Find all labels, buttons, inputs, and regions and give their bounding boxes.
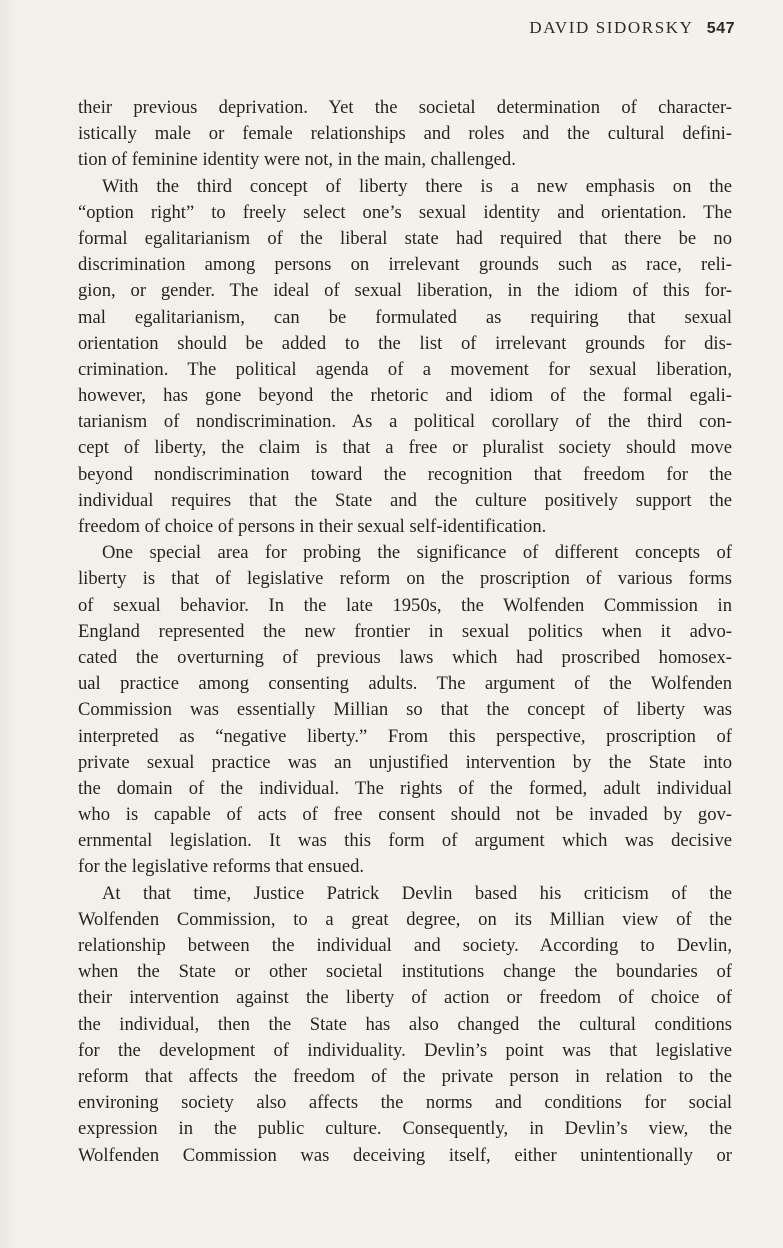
text-line: their previous deprivation. Yet the societal determination of character- <box>78 97 732 118</box>
text-line: freedom of choice of persons in their sexual self-identification. <box>78 516 547 537</box>
text-line: interpreted as “negative liberty.” From this perspective, proscription of <box>78 725 732 747</box>
text-line: beyond nondiscrimination toward the recognition that freedom for the <box>78 463 732 485</box>
body-text <box>78 95 732 1169</box>
text-line: ual practice among consenting adults. The argument of the Wolfenden <box>78 673 732 695</box>
text-line: ernmental legislation. It was this form of argument which was decisive <box>78 830 732 852</box>
text-line: environing society also affects the norms and conditions for social <box>78 1092 732 1114</box>
text-line: individual requires that the State and the culture positively support the <box>78 489 732 511</box>
text-line: the domain of the individual. The rights of the formed, adult individual <box>78 777 732 799</box>
text-line: orientation should be added to the list of irrelevant grounds for dis- <box>78 332 732 354</box>
text-line: mal egalitarianism, can be formulated as requiring that sexual <box>78 306 732 328</box>
text-line: who is capable of acts of free consent should not be invaded by gov- <box>78 804 732 826</box>
text-line: istically male or female relationships and roles and the cultural defini- <box>78 123 732 145</box>
text-line: their intervention against the liberty of action or freedom of choice of <box>78 987 732 1009</box>
text-line: of sexual behavior. In the late 1950s, the Wolfenden Commission in <box>78 594 732 616</box>
text-line: discrimination among persons on irrelevant grounds such as race, reli- <box>78 254 732 276</box>
text-line: With the third concept of liberty there is a new emphasis on the <box>102 175 732 197</box>
text-line: England represented the new frontier in sexual politics when it advo- <box>78 620 732 642</box>
text-line: tarianism of nondiscrimination. As a political corollary of the third con- <box>78 411 732 433</box>
text-line: liberty is that of legislative reform on the proscription of various forms <box>78 568 732 590</box>
text-line: Wolfenden Commission was deceiving itself, either unintentionally or <box>78 1144 732 1166</box>
text-line: formal egalitarianism of the liberal state had required that there be no <box>78 227 732 249</box>
paragraph-2 <box>78 174 732 541</box>
text-line: reform that affects the freedom of the private person in relation to the <box>78 1065 732 1087</box>
text-line: tion of feminine identity were not, in the main, challenged. <box>78 149 516 171</box>
text-line: the individual, then the State has also changed the cultural conditions <box>78 1013 732 1035</box>
text-line: “option right” to freely select one’s sexual identity and orientation. The <box>78 201 732 223</box>
text-line: for the development of individuality. Devlin’s point was that legislative <box>78 1039 732 1061</box>
text-line: private sexual practice was an unjustified intervention by the State into <box>78 751 732 773</box>
running-header <box>529 18 735 38</box>
paragraph-1 <box>78 95 732 174</box>
paragraph-3 <box>78 540 732 880</box>
text-line: crimination. The political agenda of a movement for sexual liberation, <box>78 358 732 380</box>
text-line: when the State or other societal institutions change the boundaries of <box>78 961 732 983</box>
text-line: gion, or gender. The ideal of sexual liberation, in the idiom of this for- <box>78 280 732 302</box>
text-line: Wolfenden Commission, to a great degree, on its Millian view of the <box>78 908 732 930</box>
text-line: for the legislative reforms that ensued. <box>78 856 365 878</box>
text-line: cept of liberty, the claim is that a free or pluralist society should move <box>78 437 732 459</box>
running-header-author: DAVID SIDORSKY <box>529 18 693 37</box>
paragraph-4 <box>78 881 732 1169</box>
text-line: relationship between the individual and society. According to Devlin, <box>78 935 732 956</box>
text-line: At that time, Justice Patrick Devlin based his criticism of the <box>102 882 732 904</box>
text-line: Commission was essentially Millian so that the concept of liberty was <box>78 699 732 721</box>
text-line: One special area for probing the significance of different concepts of <box>102 542 732 564</box>
text-line: however, has gone beyond the rhetoric and idiom of the formal egali- <box>78 385 732 407</box>
text-line: cated the overturning of previous laws which had proscribed homosex- <box>78 646 732 668</box>
text-line: expression in the public culture. Consequently, in Devlin’s view, the <box>78 1118 732 1140</box>
page-number: 547 <box>706 20 735 37</box>
